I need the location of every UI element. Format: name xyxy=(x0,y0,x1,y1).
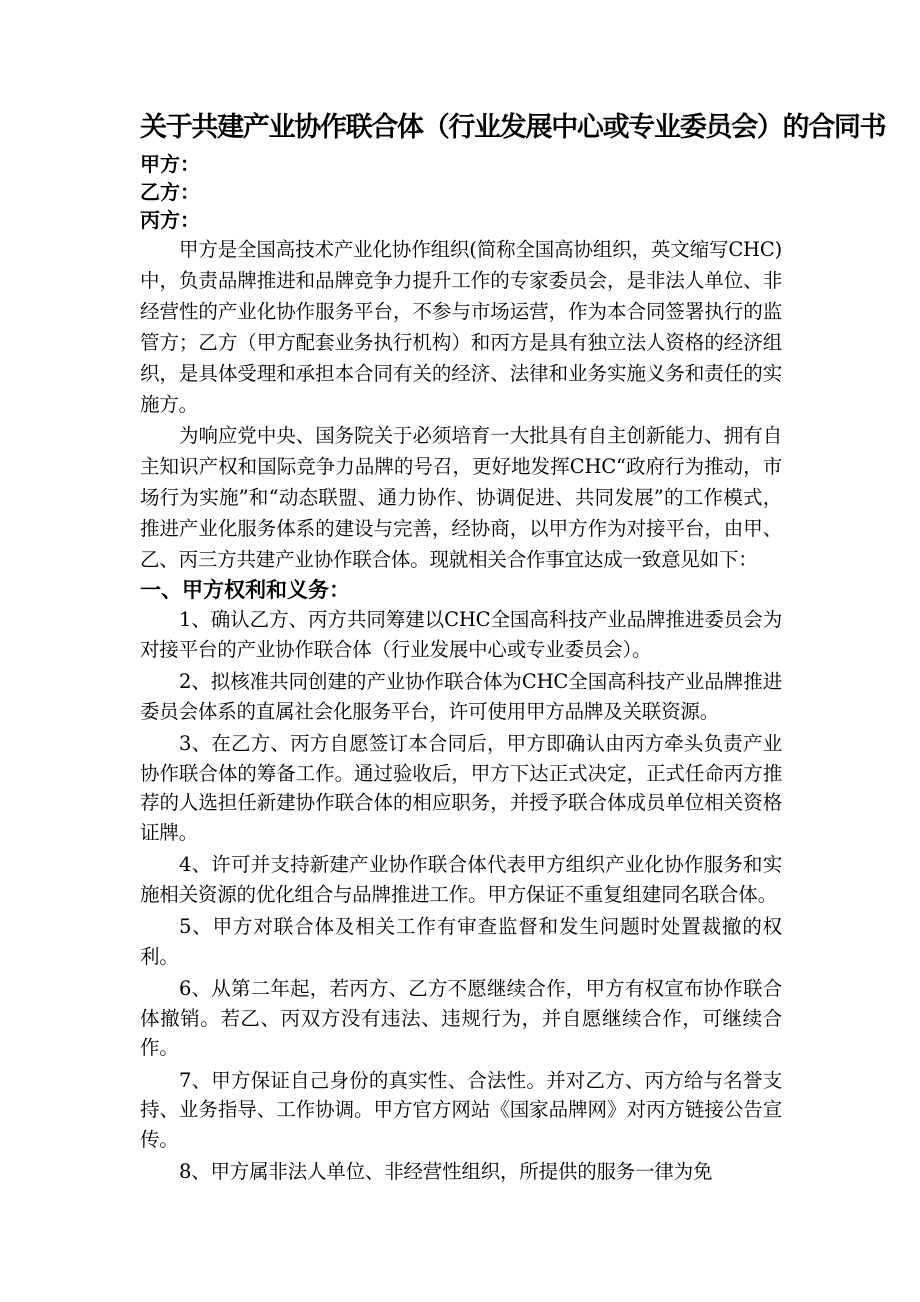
section-heading: 一、甲方权利和义务： xyxy=(140,578,350,602)
clause-item: 5、甲方对联合体及相关工作有审查监督和发生问题时处置裁撤的权利。 xyxy=(140,915,782,968)
clause-item: 1、确认乙方、丙方共同筹建以CHC全国高科技产业品牌推进委员会为对接平台的产业协作联合体（行业发展中心或专业委员会）。 xyxy=(140,608,782,661)
clause-item: 7、甲方保证自己身份的真实性、合法性。并对乙方、丙方给与名誉支持、业务指导、工作协调。甲方官方网站《国家品牌网》对丙方链接公告宣传。 xyxy=(140,1068,782,1151)
clause-item: 2、拟核准共同创建的产业协作联合体为CHC全国高科技产业品牌推进委员会体系的直属社会化服务平台，许可使用甲方品牌及关联资源。 xyxy=(140,670,782,723)
clause-item: 6、从第二年起，若丙方、乙方不愿继续合作，甲方有权宣布协作联合体撤销。若乙、丙双方没有违法、违规行为，并自愿继续合作，可继续合作。 xyxy=(140,977,782,1059)
document-title: 关于共建产业协作联合体（行业发展中心或专业委员会）的合同书 xyxy=(140,112,886,143)
party-c-label: 丙方： xyxy=(140,208,200,232)
clause-item: 8、甲方属非法人单位、非经营性组织，所提供的服务一律为免 xyxy=(179,1160,713,1183)
intro-paragraph: 为响应党中央、国务院关于必须培育一大批具有自主创新能力、拥有自主知识产权和国际竞争力品牌的号召，更好地发挥CHC“政府行为推动，市场行为实施”和“动态联盟、通力协作、协调促进、共同发展”的工作模式，推进产业化服务体系的建设与完善，经协商，以甲方作为对接平台，由甲、乙、丙三方共建产业协作联合体。现就相关合作事宜达成一致意见如下： xyxy=(140,424,782,571)
clause-item: 3、在乙方、丙方自愿签订本合同后，甲方即确认由丙方牵头负责产业协作联合体的筹备工作。通过验收后，甲方下达正式决定，正式任命丙方推荐的人选担任新建协作联合体的相应职务，并授予联合体成员单位相关资格证牌。 xyxy=(140,732,782,844)
party-a-label: 甲方： xyxy=(140,152,200,176)
document-page xyxy=(140,106,886,1190)
clause-item: 4、许可并支持新建产业协作联合体代表甲方组织产业化协作服务和实施相关资源的优化组合与品牌推进工作。甲方保证不重复组建同名联合体。 xyxy=(140,853,782,906)
intro-paragraph: 甲方是全国高技术产业化协作组织(简称全国高协组织，英文缩写CHC)中，负责品牌推进和品牌竞争力提升工作的专家委员会，是非法人单位、非经营性的产业化协作服务平台，不参与市场运营，作为本合同签署执行的监管方；乙方（甲方配套业务执行机构）和丙方是具有独立法人资格的经济组织，是具体受理和承担本合同有关的经济、法律和业务实施义务和责任的实施方。 xyxy=(140,238,782,416)
party-b-label: 乙方： xyxy=(140,180,200,204)
